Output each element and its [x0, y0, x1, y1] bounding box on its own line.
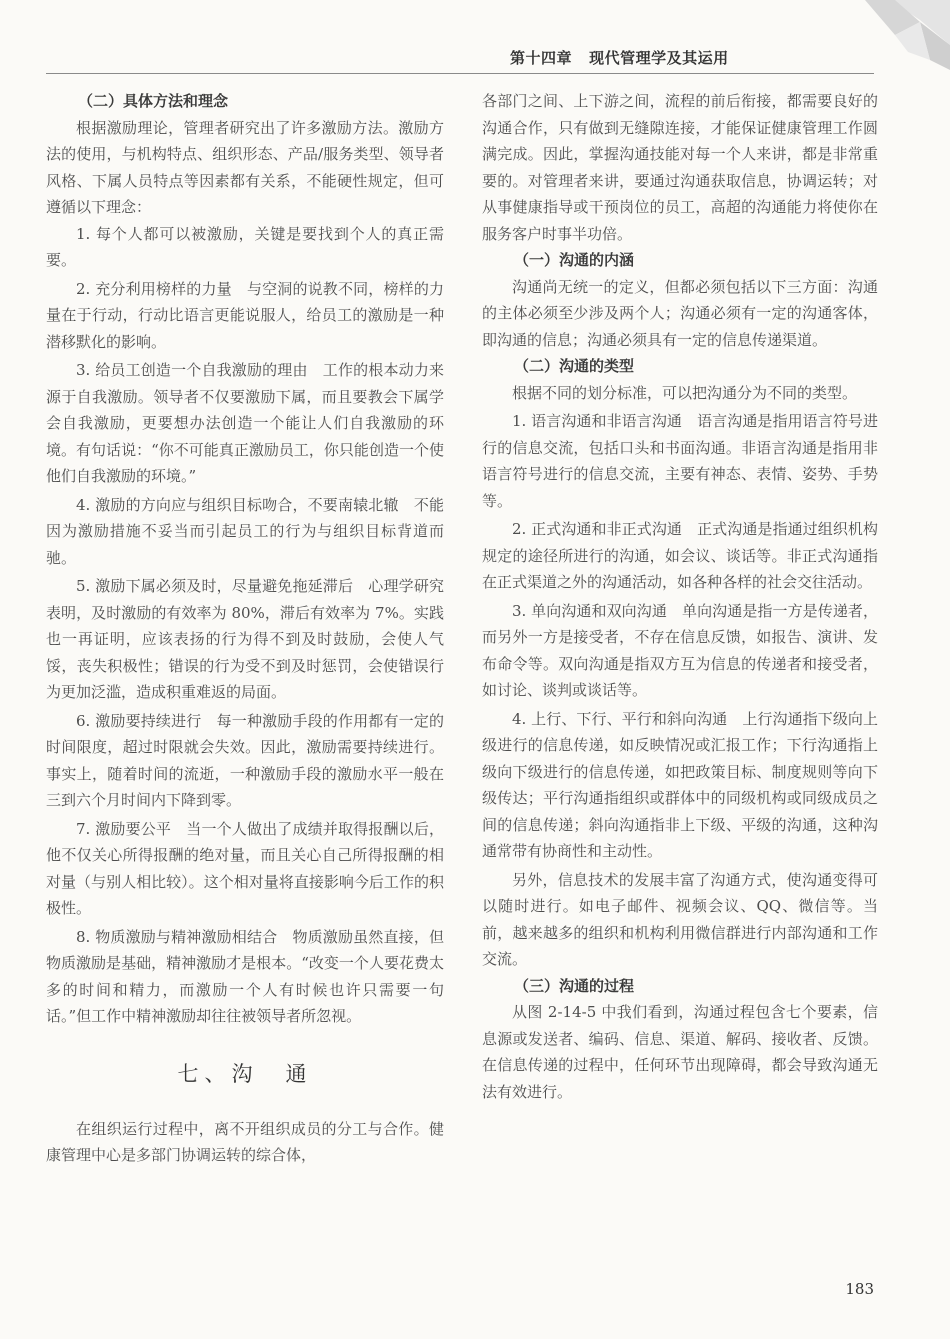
paragraph: 在组织运行过程中，离不开组织成员的分工与合作。健康管理中心是多部门协调运转的综合体，	[46, 1119, 444, 1164]
paragraph: 2. 充分利用榜样的力量 与空洞的说教不同，榜样的力量在于行动，行动比语言更能说服人，给员工的激励是一种潜移默化的影响。	[46, 279, 444, 351]
paragraph: 各部门之间、上下游之间，流程的前后衔接，都需要良好的沟通合作，只有做到无缝隙连接，才能保证健康管理工作圆满完成。因此，掌握沟通技能对每一个人来讲，都是非常重要的。对管理者来讲，要通过沟通获取信息，协调运转；对从事健康指导或干预岗位的员工，高超的沟通能力将使你在服务客户时事半功倍。	[482, 92, 878, 243]
paragraph: 2. 正式沟通和非正式沟通 正式沟通是指通过组织机构规定的途径所进行的沟通，如会议、谈话等。非正式沟通指在正式渠道之外的沟通活动，如各种各样的社会交往活动。	[482, 520, 878, 591]
paragraph: 从图 2-14-5 中我们看到，沟通过程包含七个要素，信息源或发送者、编码、信息、渠道、解码、接收者、反馈。在信息传递的过程中，任何环节出现障碍，都会导致沟通无法有效进行。	[482, 1003, 878, 1101]
paragraph: 3. 给员工创造一个自我激励的理由 工作的根本动力来源于自我激励。领导者不仅要激励下属，而且要教会下属学会自我激励，更要想办法创造一个能让人们自我激励的环境。有句话说：“你不可能真正激励员工，你只能创造一个使他们自我激励的环境。”	[46, 361, 444, 485]
heading-communication-types: （二）沟通的类型	[514, 357, 635, 375]
heading-communication-process: （三）沟通的过程	[514, 976, 635, 995]
paragraph: 1. 语言沟通和非语言沟通 语言沟通是指用语言符号进行的信息交流，包括口头和书面沟通。非语言沟通是指用非语言符号进行的信息交流，主要有神态、表情、姿势、手势等。	[482, 412, 878, 510]
right-column	[482, 88, 878, 1105]
paragraph: 8. 物质激励与精神激励相结合 物质激励虽然直接，但物质激励是基础，精神激励才是根本。“改变一个人要花费太多的时间和精力，而激励一个人有时候也许只需要一句话。”但工作中精神激励却往往被领导者所忽视。	[46, 927, 444, 1025]
paragraph: 根据不同的划分标准，可以把沟通分为不同的类型。	[512, 383, 858, 402]
section-heading: 七、沟 通	[177, 1061, 313, 1086]
chapter-header: 第十四章 现代管理学及其运用	[510, 49, 729, 67]
heading-methods: （二）具体方法和理念	[78, 92, 229, 110]
paragraph: 根据激励理论，管理者研究出了许多激励方法。激励方法的使用，与机构特点、组织形态、产品/服务类型、领导者风格、下属人员特点等因素都有关系，不能硬性规定，但可遵循以下理念：	[46, 118, 444, 216]
paragraph: 4. 激励的方向应与组织目标吻合，不要南辕北辙 不能因为激励措施不妥当而引起员工的行为与组织目标背道而驰。	[46, 495, 444, 567]
paragraph: 沟通尚无统一的定义，但都必须包括以下三方面：沟通的主体必须至少涉及两个人；沟通必须有一定的沟通客体，即沟通的信息；沟通必须具有一定的信息传递渠道。	[482, 277, 878, 349]
left-column	[46, 88, 444, 1169]
paragraph: 6. 激励要持续进行 每一种激励手段的作用都有一定的时间限度，超过时限就会失效。因此，激励需要持续进行。事实上，随着时间的流逝，一种激励手段的激励水平一般在三到六个月时间内下降到零。	[46, 711, 444, 809]
paragraph: 另外，信息技术的发展丰富了沟通方式，使沟通变得可以随时进行。如电子邮件、视频会议、QQ、微信等。当前，越来越多的组织和机构利用微信群进行内部沟通和工作交流。	[482, 870, 878, 968]
paragraph: 5. 激励下属必须及时，尽量避免拖延滞后 心理学研究表明，及时激励的有效率为 80%，滞后有效率为 7%。实践也一再证明，应该表扬的行为得不到及时鼓励，会使人气馁，丧失积极性；错误的行为受不到及时惩罚，会使错误行为更加泛滥，造成积重难返的局面。	[46, 577, 444, 701]
paragraph: 7. 激励要公平 当一个人做出了成绩并取得报酬以后，他不仅关心所得报酬的绝对量，而且关心自己所得报酬的相对量（与别人相比较）。这个相对量将直接影响今后工作的积极性。	[46, 819, 444, 917]
paragraph: 3. 单向沟通和双向沟通 单向沟通是指一方是传递者，而另外一方是接受者，不存在信息反馈，如报告、演讲、发布命令等。双向沟通是指双方互为信息的传递者和接受者，如讨论、谈判或谈话等。	[482, 601, 878, 699]
header-divider	[46, 73, 874, 74]
paragraph: 1. 每个人都可以被激励，关键是要找到个人的真正需要。	[46, 224, 444, 269]
page-number: 183	[845, 1280, 874, 1298]
heading-communication-meaning: （一）沟通的内涵	[514, 251, 635, 269]
corner-decoration	[770, 0, 950, 70]
paragraph: 4. 上行、下行、平行和斜向沟通 上行沟通指下级向上级进行的信息传递，如反映情况或汇报工作；下行沟通指上级向下级进行的信息传递，如把政策目标、制度规则等向下级传达；平行沟通指组织或群体中的同级机构或同级成员之间的信息传递；斜向沟通指非上下级、平级的沟通，这种沟通常带有协商性和主动性。	[482, 709, 878, 860]
